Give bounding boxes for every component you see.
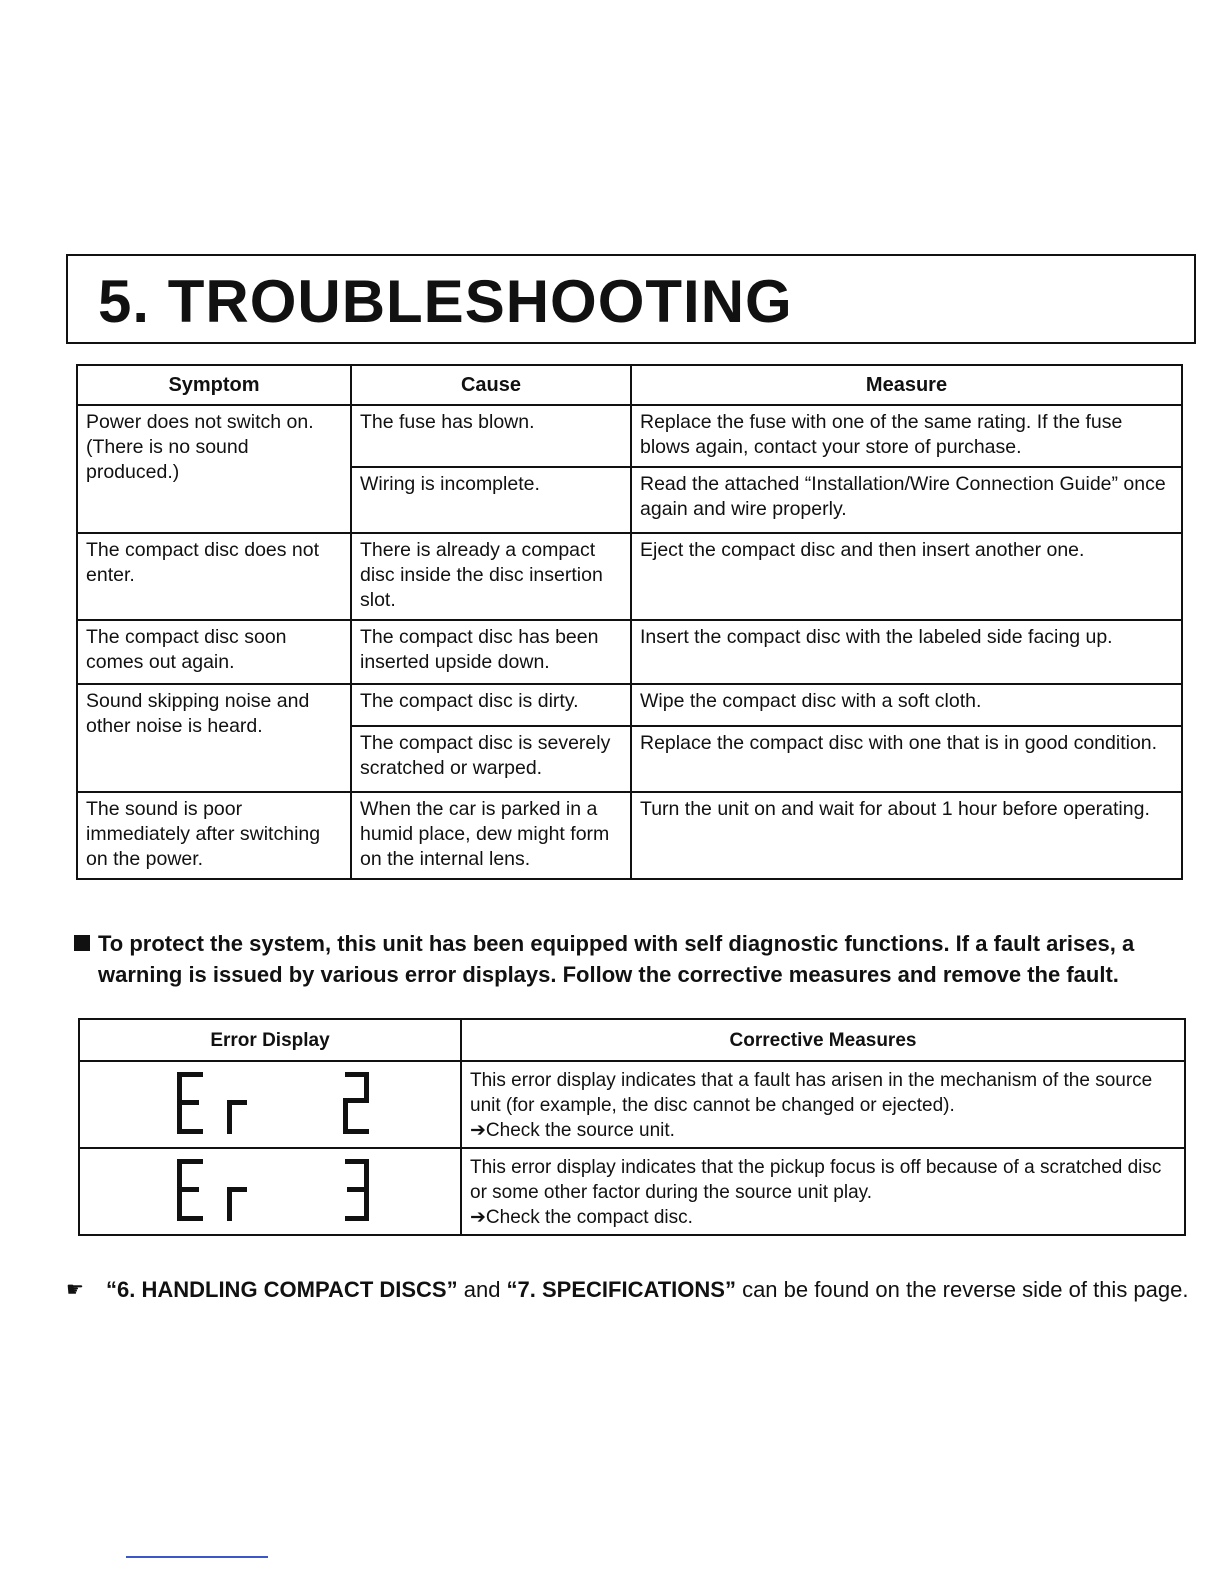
table-row bbox=[77, 533, 1182, 620]
header-error-display: Error Display bbox=[79, 1019, 461, 1061]
error-code-cell bbox=[79, 1148, 461, 1235]
error-code-cell bbox=[79, 1061, 461, 1148]
table-row bbox=[77, 684, 1182, 726]
error-code-er3-display bbox=[175, 1155, 375, 1223]
error-code-er2-display bbox=[175, 1068, 375, 1136]
measure-cell: Eject the compact disc and then insert another one. bbox=[631, 533, 1182, 620]
corrective-measure-cell bbox=[461, 1148, 1185, 1235]
error-description: This error display indicates that the pickup focus is off because of a scratched disc or some other factor during the source unit play. bbox=[470, 1157, 1162, 1203]
header-corrective-measures: Corrective Measures bbox=[461, 1019, 1185, 1061]
table-row bbox=[77, 792, 1182, 879]
cause-cell: The compact disc has been inserted upside down. bbox=[351, 620, 631, 684]
troubleshooting-table bbox=[76, 364, 1183, 880]
table-header-row bbox=[77, 365, 1182, 405]
header-measure: Measure bbox=[631, 365, 1182, 405]
symptom-cell: Sound skipping noise and other noise is heard. bbox=[77, 684, 351, 792]
error-check-instruction: ➔Check the compact disc. bbox=[470, 1207, 693, 1228]
table-row bbox=[77, 405, 1182, 467]
symptom-cell: The compact disc soon comes out again. bbox=[77, 620, 351, 684]
table-row bbox=[79, 1148, 1185, 1235]
error-check-instruction: ➔Check the source unit. bbox=[470, 1120, 675, 1141]
cause-cell: When the car is parked in a humid place, dew might form on the internal lens. bbox=[351, 792, 631, 879]
measure-cell: Replace the fuse with one of the same rating. If the fuse blows again, contact your store of purchase. bbox=[631, 405, 1182, 467]
measure-cell: Insert the compact disc with the labeled side facing up. bbox=[631, 620, 1182, 684]
cause-cell: The fuse has blown. bbox=[351, 405, 631, 467]
measure-cell: Wipe the compact disc with a soft cloth. bbox=[631, 684, 1182, 726]
title-box bbox=[66, 254, 1196, 344]
table-header-row bbox=[79, 1019, 1185, 1061]
reference-handling: “6. HANDLING COMPACT DISCS” bbox=[106, 1277, 458, 1302]
corrective-measure-cell bbox=[461, 1061, 1185, 1148]
error-display-table bbox=[78, 1018, 1186, 1236]
header-cause: Cause bbox=[351, 365, 631, 405]
reverse-side-note bbox=[66, 1274, 1196, 1306]
notice-text: To protect the system, this unit has been equipped with self diagnostic functions. If a fault arises, a warning is issued by various error displays. Follow the corrective measures and remove the fault. bbox=[98, 931, 1135, 987]
symptom-cell: Power does not switch on. (There is no sound produced.) bbox=[77, 405, 351, 533]
error-description: This error display indicates that a fault has arisen in the mechanism of the source unit (for example, the disc cannot be changed or ejected). bbox=[470, 1070, 1153, 1116]
measure-cell: Read the attached “Installation/Wire Connection Guide” once again and wire properly. bbox=[631, 467, 1182, 533]
reference-rest: can be found on the reverse side of this page. bbox=[735, 1277, 1189, 1302]
footer-rule bbox=[126, 1556, 268, 1558]
measure-cell: Turn the unit on and wait for about 1 hour before operating. bbox=[631, 792, 1182, 879]
measure-cell: Replace the compact disc with one that is in good condition. bbox=[631, 726, 1182, 792]
cause-cell: Wiring is incomplete. bbox=[351, 467, 631, 533]
cause-cell: The compact disc is severely scratched or warped. bbox=[351, 726, 631, 792]
cause-cell: The compact disc is dirty. bbox=[351, 684, 631, 726]
page-title: 5. TROUBLESHOOTING bbox=[98, 268, 793, 335]
reference-and: and bbox=[457, 1277, 507, 1302]
reference-specifications: “7. SPECIFICATIONS” bbox=[506, 1277, 736, 1302]
square-bullet-icon bbox=[74, 935, 90, 951]
symptom-cell: The compact disc does not enter. bbox=[77, 533, 351, 620]
table-row bbox=[77, 620, 1182, 684]
self-diagnostic-notice bbox=[70, 928, 1200, 990]
header-symptom: Symptom bbox=[77, 365, 351, 405]
cause-cell: There is already a compact disc inside the disc insertion slot. bbox=[351, 533, 631, 620]
table-row bbox=[79, 1061, 1185, 1148]
symptom-cell: The sound is poor immediately after switching on the power. bbox=[77, 792, 351, 879]
pointing-hand-icon: ☛ bbox=[66, 1279, 84, 1301]
